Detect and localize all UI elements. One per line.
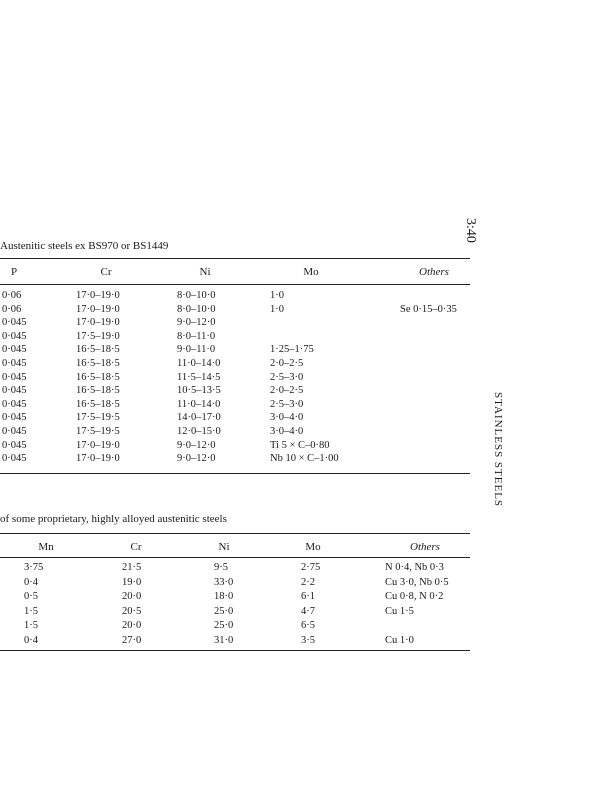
table2-cell: 20·5: [122, 605, 142, 617]
table1-header-rule: [0, 284, 470, 285]
table1-caption: Austenitic steels ex BS970 or BS1449: [0, 240, 169, 252]
table1-cell: 11·0–14·0: [177, 358, 221, 369]
table2-cell: 4·7: [301, 605, 315, 617]
table1-cell: 8·0–10·0: [177, 290, 216, 301]
table1-cell: 3·0–4·0: [270, 412, 304, 424]
table2-cell: 6·1: [301, 591, 315, 603]
table1-cell: 17·0–19·0: [76, 317, 120, 329]
table2-cell: 1·5: [24, 620, 38, 632]
table2-cell: 9·5: [214, 562, 228, 573]
table1-cell: 2·0–2·5: [270, 358, 304, 369]
table1-cell: 16·5–18·5: [76, 398, 120, 410]
table1-cell: 0·045: [2, 317, 27, 329]
table1-header-cr: Cr: [100, 266, 112, 278]
table2-cell: 0·5: [24, 591, 38, 603]
table2-cell: 6·5: [301, 620, 315, 632]
table2-header-mn: Mn: [38, 541, 54, 553]
table1-cell: 14·0–17·0: [177, 412, 221, 424]
table1-cell: 0·06: [2, 290, 22, 301]
table1-cell: 17·5–19·0: [76, 330, 120, 342]
table2-cell: Cu 1·5: [385, 605, 414, 617]
table1-cell: 1·0: [270, 303, 284, 315]
table1-cell: 8·0–11·0: [177, 330, 216, 342]
table2-cell: 20·0: [122, 620, 142, 632]
table1-cell: 17·0–19·0: [76, 453, 120, 465]
table1-cell: 10·5–13·5: [177, 385, 221, 397]
table1-cell: 11·5–14·5: [177, 371, 221, 383]
table2-cell: 2·2: [301, 576, 315, 588]
table2-cell: 2·75: [301, 562, 321, 573]
table1-cell: 0·045: [2, 358, 27, 369]
table1-cell: 16·5–18·5: [76, 385, 120, 397]
table1-cell: 0·045: [2, 371, 27, 383]
table1-top-rule: [0, 258, 470, 259]
table2-cell: 31·0: [214, 635, 234, 646]
table1-cell: Ti 5 × C–0·80: [270, 439, 330, 451]
table1-cell: 2·5–3·0: [270, 371, 304, 383]
table1-bottom-rule: [0, 473, 470, 474]
table1-cell: 0·06: [2, 303, 22, 315]
table1-cell: Se 0·15–0·35: [400, 303, 457, 315]
table1-cell: Nb 10 × C–1·00: [270, 453, 339, 465]
table2-cell: 33·0: [214, 576, 234, 588]
table1-cell: 9·0–12·0: [177, 439, 216, 451]
table1-cell: 8·0–10·0: [177, 303, 216, 315]
table2-cell: 3·5: [301, 635, 315, 646]
table2-header-ni: Ni: [218, 541, 230, 553]
table1-cell: 2·5–3·0: [270, 398, 304, 410]
table1-cell: 17·5–19·5: [76, 412, 120, 424]
table1-cell: 11·0–14·0: [177, 398, 221, 410]
table1-header-ni: Ni: [199, 266, 211, 278]
table1-header-others: Others: [419, 266, 449, 278]
table1-cell: 0·045: [2, 385, 27, 397]
table2-cell: 20·0: [122, 591, 142, 603]
table1-cell: 16·5–18·5: [76, 344, 120, 356]
table1-cell: 17·0–19·0: [76, 303, 120, 315]
table1-cell: 0·045: [2, 426, 27, 437]
table2-header-mo: Mo: [305, 541, 321, 553]
table1-cell: 12·0–15·0: [177, 426, 221, 437]
table2-cell: 19·0: [122, 576, 142, 588]
table1-cell: 0·045: [2, 453, 27, 465]
table2-cell: 0·4: [24, 576, 38, 588]
table2-cell: 18·0: [214, 591, 234, 603]
table2-cell: 3·75: [24, 562, 44, 573]
table1-cell: 0·045: [2, 330, 27, 342]
table2-top-rule: [0, 533, 470, 534]
table1-header-p: P: [10, 266, 18, 278]
table2-bottom-rule: [0, 650, 470, 651]
table1-cell: 9·0–12·0: [177, 453, 216, 465]
table2-header-rule: [0, 557, 470, 558]
table1-cell: 1·0: [270, 290, 284, 301]
table1-cell: 1·25–1·75: [270, 344, 314, 356]
table2-cell: 0·4: [24, 635, 38, 646]
table2-cell: Cu 0·8, N 0·2: [385, 591, 444, 603]
table1-cell: 0·045: [2, 412, 27, 424]
table1-cell: 0·045: [2, 344, 27, 356]
table1-cell: 17·0–19·0: [76, 290, 120, 301]
table2-cell: 25·0: [214, 605, 234, 617]
table1-cell: 16·5–18·5: [76, 371, 120, 383]
table1-cell: 17·5–19·5: [76, 426, 120, 437]
table2-cell: 27·0: [122, 635, 142, 646]
table2-cell: Cu 3·0, Nb 0·5: [385, 576, 449, 588]
table2-cell: N 0·4, Nb 0·3: [385, 562, 444, 573]
table1-cell: 9·0–11·0: [177, 344, 216, 356]
table1-cell: 0·045: [2, 398, 27, 410]
table2-header-others: Others: [410, 541, 440, 553]
table2-caption: of some proprietary, highly alloyed austenitic steels: [0, 513, 227, 525]
table1-cell: 3·0–4·0: [270, 426, 304, 437]
table2-cell: 21·5: [122, 562, 142, 573]
running-head: STAINLESS STEELS: [492, 392, 504, 508]
table1-cell: 9·0–12·0: [177, 317, 216, 329]
table1-header-mo: Mo: [303, 266, 319, 278]
table2-header-cr: Cr: [130, 541, 142, 553]
table1-cell: 16·5–18·5: [76, 358, 120, 369]
table2-cell: 1·5: [24, 605, 38, 617]
table1-cell: 17·0–19·0: [76, 439, 120, 451]
page-number: 3:40: [463, 218, 478, 243]
table1-cell: 2·0–2·5: [270, 385, 304, 397]
table2-cell: Cu 1·0: [385, 635, 414, 646]
table1-cell: 0·045: [2, 439, 27, 451]
table2-cell: 25·0: [214, 620, 234, 632]
